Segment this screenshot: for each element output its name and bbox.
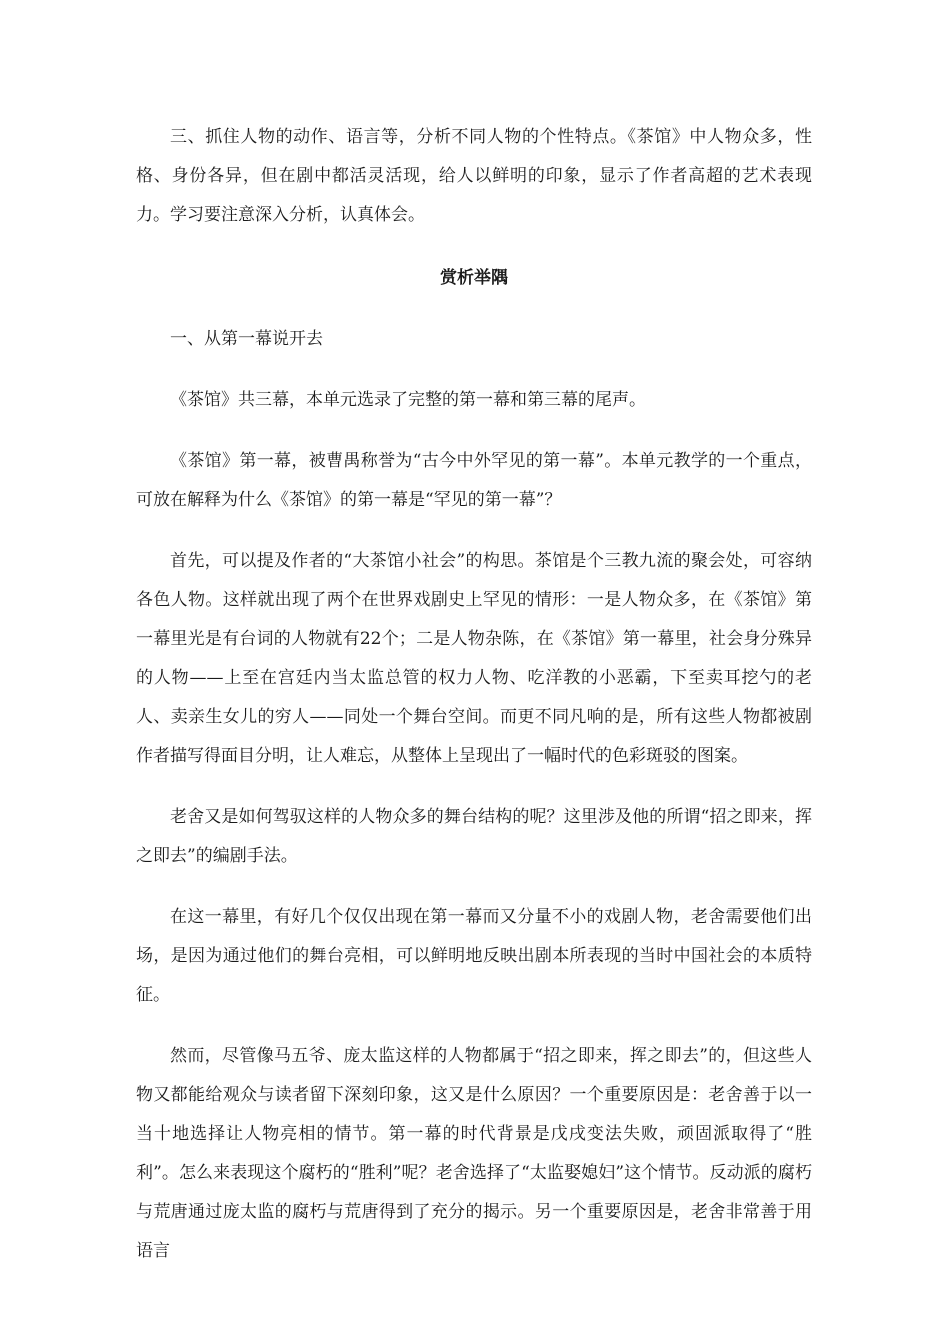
body-paragraph: 然而，尽管像马五爷、庞太监这样的人物都属于“招之即来，挥之即去”的，但这些人物又都能给观众与读者留下深刻印象，这又是什么原因？一个重要原因是：老舍善于以一当十地选择让人物亮相的情节。第一幕的时代背景是戊戌变法失败，顽固派取得了“胜利”。怎么来表现这个腐朽的“胜利”呢？老舍选择了“太监娶媳妇”这个情节。反动派的腐朽与荒唐通过庞太监的腐朽与荒唐得到了充分的揭示。另一个重要原因是，老舍非常善于用语言 xyxy=(136,1046,812,1261)
spacer xyxy=(136,359,812,381)
body-paragraph: 《茶馆》第一幕，被曹禺称誉为“古今中外罕见的第一幕”。本单元教学的一个重点，可放在解释为什么《茶馆》的第一幕是“罕见的第一幕”？ xyxy=(136,451,812,510)
subsection-title: 一、从第一幕说开去 xyxy=(170,329,323,349)
body-paragraph: 首先，可以提及作者的“大茶馆小社会”的构思。茶馆是个三教九流的聚会处，可容纳各色人物。这样就出现了两个在世界戏剧史上罕见的情形：一是人物众多，在《茶馆》第一幕里光是有台词的人物就有22个；二是人物杂陈，在《茶馆》第一幕里，社会身分殊异的人物——上至在宫廷内当太监总管的权力人物、吃洋教的小恶霸，下至卖耳挖勺的老人、卖亲生女儿的穷人——同处一个舞台空间。而更不同凡响的是，所有这些人物都被剧作者描写得面目分明，让人难忘，从整体上呈现出了一幅时代的色彩斑驳的图案。 xyxy=(136,551,812,766)
spacer xyxy=(136,298,812,320)
spacer xyxy=(136,420,812,442)
body-paragraph: 老舍又是如何驾驭这样的人物众多的舞台结构的呢？这里涉及他的所谓“招之即来，挥之即去”的编剧手法。 xyxy=(136,807,812,866)
spacer xyxy=(136,876,812,898)
intro-paragraph: 三、抓住人物的动作、语言等，分析不同人物的个性特点。《茶馆》中人物众多，性格、身份各异，但在剧中都活灵活现，给人以鲜明的印象，显示了作者高超的艺术表现力。学习要注意深入分析，认真体会。 xyxy=(136,127,812,225)
spacer xyxy=(136,1015,812,1037)
spacer xyxy=(136,776,812,798)
spacer xyxy=(136,235,812,259)
spacer xyxy=(136,520,812,542)
body-paragraph: 在这一幕里，有好几个仅仅出现在第一幕而又分量不小的戏剧人物，老舍需要他们出场，是因为通过他们的舞台亮相，可以鲜明地反映出剧本所表现的当时中国社会的本质特征。 xyxy=(136,907,812,1005)
body-paragraph: 《茶馆》共三幕，本单元选录了完整的第一幕和第三幕的尾声。 xyxy=(170,390,646,410)
section-heading: 赏析举隅 xyxy=(440,268,508,288)
document-page xyxy=(136,118,812,1271)
